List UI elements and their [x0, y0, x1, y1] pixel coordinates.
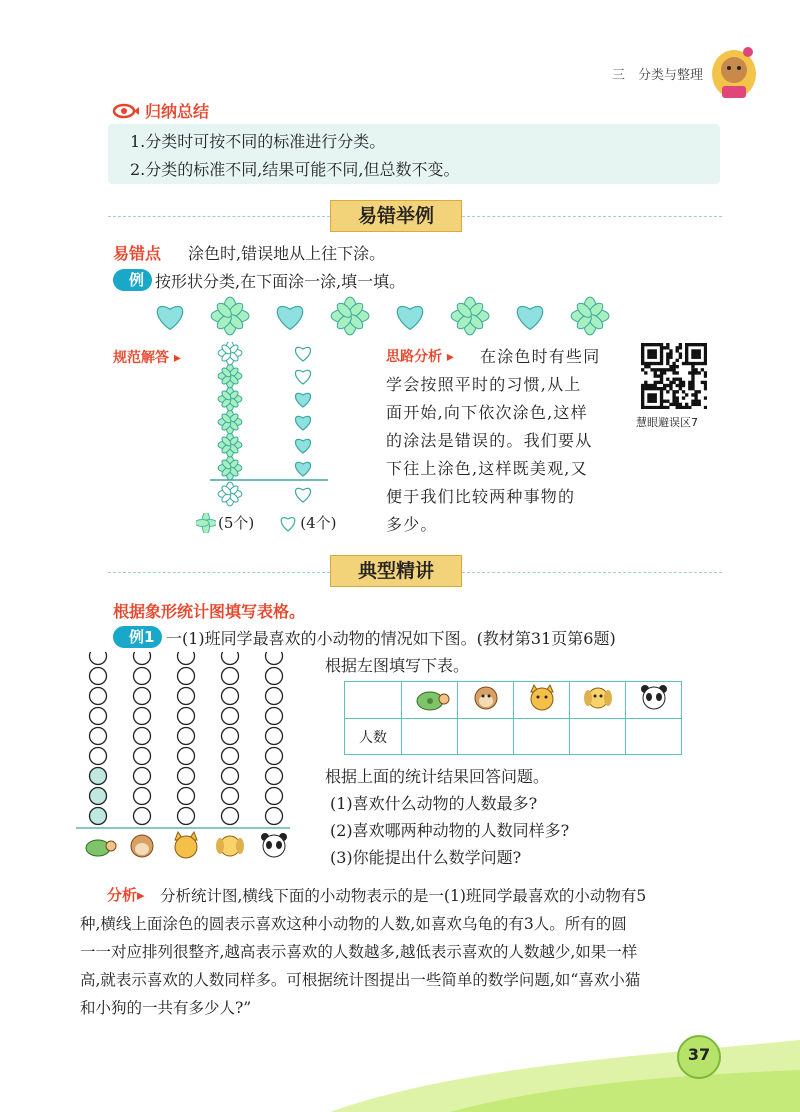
pictograph-chart — [72, 652, 292, 864]
answer-flower — [218, 410, 242, 434]
summary-heading — [113, 99, 209, 122]
pictograph-circle — [222, 652, 239, 665]
example1-tag: 例1 — [113, 626, 162, 648]
summary-item-2: 2.分类的标准不同,结果可能不同,但总数不变。 — [130, 160, 460, 179]
pictograph-circle — [178, 768, 195, 785]
analysis-line-4: 的涂法是错误的。我们要从 — [386, 431, 593, 450]
chapter-header: 三 分类与整理 — [612, 68, 704, 83]
answer-heart — [295, 370, 310, 384]
qr-code[interactable] — [641, 343, 707, 409]
table-cell-cat[interactable] — [514, 719, 570, 755]
pictograph-circle — [266, 768, 283, 785]
panda-icon — [261, 833, 287, 857]
error-point-label: 易错点 — [113, 244, 162, 263]
pictograph-circle — [266, 668, 283, 685]
divider — [108, 216, 330, 217]
pictograph-circle — [90, 728, 107, 745]
monkey-icon — [131, 835, 153, 857]
pictograph-circle — [266, 688, 283, 705]
heart-shape — [397, 306, 422, 329]
answer-heart — [295, 439, 310, 453]
pictograph-circle — [266, 708, 283, 725]
pictograph-circle — [90, 808, 107, 825]
pictograph-circle — [222, 688, 239, 705]
table-row-label: 人数 — [345, 719, 402, 755]
heart-shape — [517, 306, 542, 329]
flower-shape — [331, 297, 369, 335]
answer-flower — [218, 433, 242, 457]
pictograph-circle — [178, 788, 195, 805]
analysis-line-3: 面开始,向下依次涂色,这样 — [386, 403, 588, 422]
pictograph-circle — [134, 808, 151, 825]
analysis-line-1: 在涂色时有些同 — [480, 347, 601, 366]
flower-count: (5个) — [218, 514, 255, 532]
section-banner-errors: 易错举例 — [330, 200, 462, 232]
analysis-line-6: 便于我们比较两种事物的 — [386, 487, 576, 506]
answer-flower — [218, 342, 242, 365]
pictograph-circle — [222, 788, 239, 805]
mascot-icon — [708, 42, 760, 102]
answer-flower — [218, 456, 242, 480]
table-cell-dog[interactable] — [570, 719, 626, 755]
answer-heart — [295, 347, 310, 361]
pictograph-circle — [134, 748, 151, 765]
flower-icon — [196, 513, 216, 533]
typical-subtitle: 根据象形统计图填写表格。 — [113, 602, 306, 621]
answer-diagram — [210, 342, 350, 512]
pictograph-circle — [90, 708, 107, 725]
pictograph-circle — [134, 728, 151, 745]
table-header-turtle — [402, 682, 458, 719]
questions-intro: 根据上面的统计结果回答问题。 — [325, 767, 550, 786]
analysis-paragraph-line-1: 分析统计图,横线下面的小动物表示的是一(1)班同学最喜欢的小动物有5 — [160, 887, 647, 905]
cat-icon — [175, 832, 197, 858]
turtle-icon — [86, 840, 116, 856]
cat-icon — [522, 683, 562, 713]
pictograph-circle — [90, 652, 107, 665]
dog-icon — [578, 683, 618, 713]
pictograph-circle — [266, 748, 283, 765]
turtle-icon — [410, 683, 450, 713]
answer-flower — [218, 482, 242, 506]
shape-sequence — [150, 294, 620, 338]
pictograph-circle — [222, 808, 239, 825]
pictograph-circle — [134, 668, 151, 685]
example-text: 按形状分类,在下面涂一涂,填一填。 — [155, 272, 406, 291]
analysis-paragraph-line-5: 和小狗的一共有多少人?” — [80, 999, 252, 1017]
pictograph-circle — [266, 788, 283, 805]
pictograph-circle — [178, 748, 195, 765]
pictograph-circle — [90, 748, 107, 765]
table-header-monkey — [458, 682, 514, 719]
error-point-text: 涂色时,错误地从上往下涂。 — [188, 244, 386, 263]
flower-shape — [571, 297, 609, 335]
analysis-paragraph-line-2: 种,横线上面涂色的圆表示喜欢这种小动物的人数,如喜欢乌龟的有3人。所有的圆 — [80, 915, 627, 933]
pictograph-circle — [134, 708, 151, 725]
table-corner-cell — [345, 682, 402, 719]
analysis-line-2: 学会按照平时的习惯,从上 — [386, 375, 582, 394]
pictograph-circle — [90, 688, 107, 705]
divider — [108, 572, 330, 573]
analysis-line-5: 下往上涂色,这样既美观,又 — [386, 459, 588, 478]
panda-icon — [634, 683, 674, 713]
pictograph-circle — [134, 768, 151, 785]
pictograph-circle — [222, 668, 239, 685]
analysis-paragraph-line-4: 高,就表示喜欢的人数同样多。可根据统计图提出一些简单的数学问题,如“喜欢小猫 — [80, 971, 641, 989]
pictograph-circle — [178, 688, 195, 705]
answer-heart — [295, 416, 310, 430]
pictograph-circle — [222, 728, 239, 745]
example1-text: 一(1)班同学最喜欢的小动物的情况如下图。(教材第31页第6题) — [166, 629, 616, 648]
answer-flower — [218, 387, 242, 411]
question-2: (2)喜欢哪两种动物的人数同样多? — [330, 821, 570, 840]
pictograph-circle — [134, 652, 151, 665]
section-banner-typical: 典型精讲 — [330, 555, 462, 587]
heart-shape — [277, 306, 302, 329]
flower-shape — [211, 297, 249, 335]
pictograph-circle — [178, 652, 195, 665]
table-cell-panda[interactable] — [626, 719, 682, 755]
analysis-line-7: 多少。 — [386, 515, 438, 534]
flower-shape — [451, 297, 489, 335]
heart-count: (4个) — [300, 514, 337, 532]
example-tag: 例 — [113, 269, 152, 291]
table-cell-turtle[interactable] — [402, 719, 458, 755]
pictograph-circle — [222, 708, 239, 725]
pictograph-circle — [266, 808, 283, 825]
table-header-cat — [514, 682, 570, 719]
pictograph-circle — [266, 652, 283, 665]
answer-counts — [196, 512, 337, 533]
analysis-label: 思路分析 ▸ — [386, 349, 454, 365]
summary-title: 归纳总结 — [145, 102, 210, 121]
pictograph-circle — [90, 788, 107, 805]
divider — [462, 216, 722, 217]
answer-diagram-svg — [210, 342, 350, 512]
pictograph-circle — [222, 768, 239, 785]
footer-wave — [330, 1030, 800, 1112]
pictograph-circle — [266, 728, 283, 745]
stat-table — [344, 681, 682, 755]
pictograph-circle — [178, 708, 195, 725]
analysis-tag: 分析▸ — [107, 886, 145, 904]
dog-icon — [216, 836, 244, 856]
page-number: 37 — [687, 1045, 711, 1064]
qr-label: 慧眼避误区7 — [636, 416, 698, 429]
pictograph-circle — [222, 748, 239, 765]
answer-heart — [295, 462, 310, 476]
pictograph-circle — [178, 668, 195, 685]
table-cell-monkey[interactable] — [458, 719, 514, 755]
eye-icon — [113, 103, 139, 119]
pictograph-circle — [178, 728, 195, 745]
answer-label: 规范解答 ▸ — [113, 350, 181, 366]
answer-heart — [295, 393, 310, 407]
shape-sequence-svg — [150, 294, 620, 338]
answer-flower — [218, 364, 242, 388]
divider — [462, 572, 722, 573]
heart-shape — [157, 306, 182, 329]
pictograph-circle — [90, 668, 107, 685]
table-intro: 根据左图填写下表。 — [325, 656, 470, 675]
heart-icon — [278, 513, 298, 533]
pictograph-circle — [90, 768, 107, 785]
pictograph-circle — [178, 808, 195, 825]
table-header-panda — [626, 682, 682, 719]
analysis-paragraph-line-3: 一一对应排列很整齐,越高表示喜欢的人数越多,越低表示喜欢的人数越少,如果一样 — [80, 943, 638, 961]
pictograph-circle — [134, 788, 151, 805]
table-header-dog — [570, 682, 626, 719]
summary-item-1: 1.分类时可按不同的标准进行分类。 — [130, 132, 386, 151]
question-3: (3)你能提出什么数学问题? — [330, 848, 522, 867]
monkey-icon — [466, 683, 506, 713]
answer-heart — [295, 488, 310, 502]
question-1: (1)喜欢什么动物的人数最多? — [330, 794, 538, 813]
pictograph-circle — [134, 688, 151, 705]
